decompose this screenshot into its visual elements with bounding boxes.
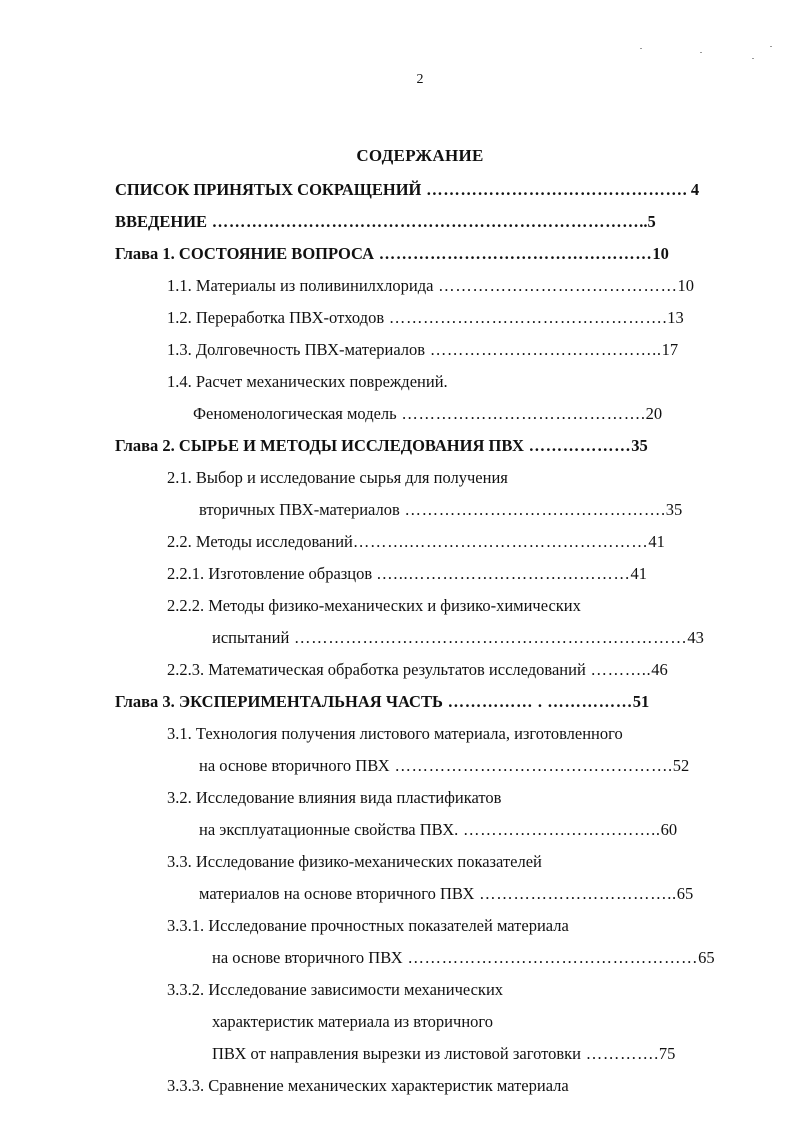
toc-entry-3-3-2: 3.3.2. Исследование зависимости механических (167, 980, 504, 999)
toc-entry-2-2: 2.2. Методы исследований……….……………………………………41 (167, 532, 665, 551)
toc-entry-3-1-cont: на основе вторичного ПВХ ………………………………………….52 (199, 756, 690, 775)
toc-entry-chapter-2: Глава 2. СЫРЬЕ И МЕТОДЫ ИССЛЕДОВАНИЯ ПВХ ………………35 (115, 436, 648, 455)
scan-speck (700, 52, 702, 53)
toc-entry-3-2-cont: на эксплуатационные свойства ПВХ. ……………………………..60 (199, 820, 678, 839)
toc-entry-1-4: 1.4. Расчет механических повреждений. (167, 372, 448, 391)
toc-entry-2-1-cont: вторичных ПВХ-материалов ……………………………………….35 (199, 500, 683, 519)
toc-entry-2-2-1: 2.2.1. Изготовление образцов .…..…………………………………41 (167, 564, 647, 583)
toc-entry-chapter-3: Глава 3. ЭКСПЕРИМЕНТАЛЬНАЯ ЧАСТЬ …………… . ……………51 (115, 692, 650, 711)
toc-entry-1-2: 1.2. Переработка ПВХ-отходов ………………………………………….13 (167, 308, 684, 327)
toc-entry-3-3-cont: материалов на основе вторичного ПВХ ……………………………..65 (199, 884, 694, 903)
toc-entry-2-2-2-cont: испытаний ……………………………………………………………43 (212, 628, 704, 647)
toc-entry-2-2-3: 2.2.3. Математическая обработка результатов исследований ………..46 (167, 660, 668, 679)
toc-entry-3-3-2-cont-2: ПВХ от направления вырезки из листовой заготовки ………….75 (212, 1044, 676, 1063)
toc-entry-1-1: 1.1. Материалы из поливинилхлорида ……………………………………10 (167, 276, 695, 295)
scan-speck (640, 48, 642, 49)
toc-entry-introduction: ВВЕДЕНИЕ …………………………………………………………………..5 (115, 212, 656, 231)
toc-entry-3-1: 3.1. Технология получения листового материала, изготовленного (167, 724, 623, 743)
toc-entry-1-4-cont: Феноменологическая модель …………………………………….20 (193, 404, 663, 423)
toc-entry-2-2-2: 2.2.2. Методы физико-механических и физико-химических (167, 596, 581, 615)
toc-entry-3-2: 3.2. Исследование влияния вида пластификатов (167, 788, 502, 807)
scan-speck (752, 58, 754, 59)
toc-entry-abbreviations: СПИСОК ПРИНЯТЫХ СОКРАЩЕНИЙ ………………………………………. 4 (115, 180, 700, 199)
page-number: 2 (416, 72, 424, 87)
scan-speck (770, 46, 772, 47)
toc-title: СОДЕРЖАНИЕ (356, 146, 484, 165)
toc-entry-3-3-3: 3.3.3. Сравнение механических характеристик материала (167, 1076, 569, 1095)
toc-entry-3-3-1-cont: на основе вторичного ПВХ ……………………………………………65 (212, 948, 715, 967)
toc-entry-3-3-1: 3.3.1. Исследование прочностных показателей материала (167, 916, 569, 935)
toc-entry-3-3: 3.3. Исследование физико-механических показателей (167, 852, 542, 871)
toc-entry-chapter-1: Глава 1. СОСТОЯНИЕ ВОПРОСА …………………………………………10 (115, 244, 669, 263)
toc-entry-1-3: 1.3. Долговечность ПВХ-материалов …………………………………..17 (167, 340, 679, 359)
toc-entry-2-1: 2.1. Выбор и исследование сырья для получения (167, 468, 508, 487)
toc-entry-3-3-2-cont-1: характеристик материала из вторичного (212, 1012, 493, 1031)
